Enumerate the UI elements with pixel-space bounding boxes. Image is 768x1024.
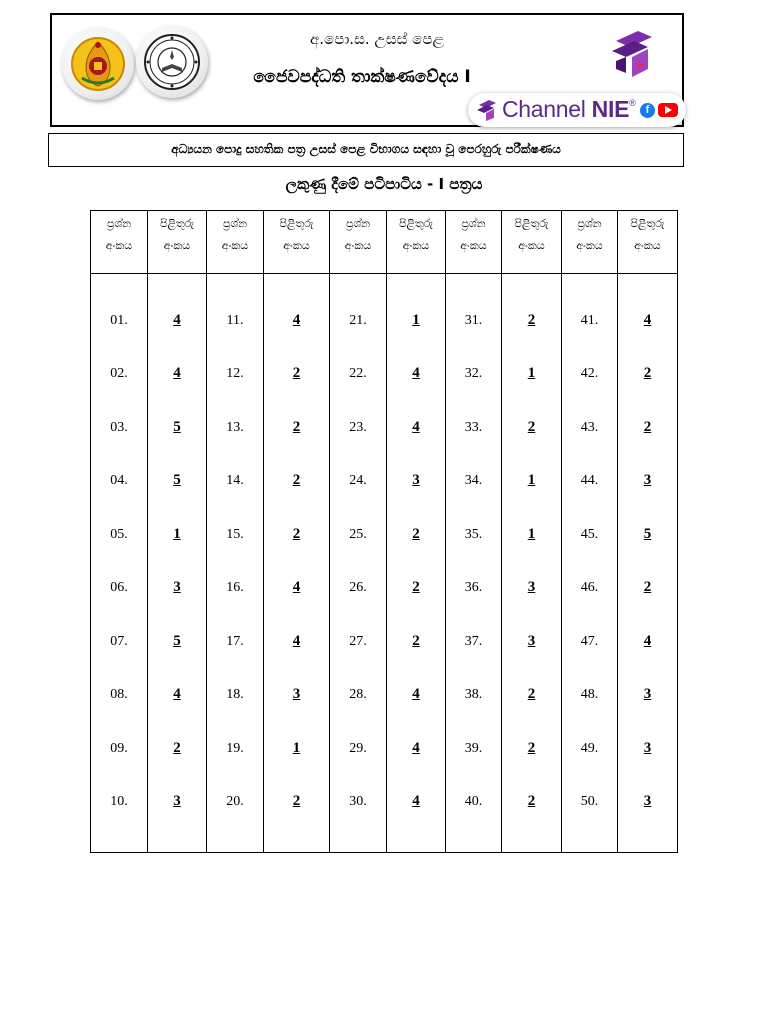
answer-value: 3 [173, 579, 181, 596]
header-answer-number [387, 211, 446, 274]
question-number: 27. [349, 633, 367, 649]
answer-cell [264, 399, 330, 453]
answer-cell [148, 560, 207, 614]
question-number: 12. [226, 366, 244, 382]
answer-value: 1 [173, 525, 181, 542]
channel-nie-mini-icon [476, 98, 500, 122]
question-number-cell [91, 560, 148, 614]
marking-scheme-title: ලකුණු දීමේ පටිපාටිය - I පත්‍රය [285, 175, 483, 193]
answer-value: 3 [173, 793, 181, 810]
question-number: 22. [349, 366, 367, 382]
answer-cell [618, 774, 678, 828]
answer-value: 2 [643, 365, 652, 382]
answer-cell [618, 667, 678, 721]
answer-cell [264, 613, 330, 667]
answer-value: 1 [292, 739, 301, 756]
answer-cell [387, 399, 446, 453]
question-number-cell [330, 346, 387, 400]
table-row [91, 453, 678, 507]
answer-cell [618, 346, 678, 400]
question-number-cell [330, 292, 387, 346]
answer-cell [502, 506, 562, 560]
question-number: 15. [226, 526, 244, 542]
question-number: 38. [464, 687, 483, 703]
answer-cell [148, 346, 207, 400]
answer-value: 1 [412, 311, 420, 328]
header-question-number [91, 211, 148, 274]
question-number: 20. [226, 794, 244, 810]
header-line1: ප්‍රශ්න [106, 217, 132, 230]
answer-value: 4 [173, 311, 181, 328]
question-number: 45. [580, 526, 599, 542]
answer-value: 3 [527, 579, 536, 596]
answer-value: 2 [412, 579, 420, 596]
exam-subtitle: අධ්‍යයන පොදු සහතික පත්‍ර උසස් පෙළ විභාගය සඳහා වූ පෙරහුරු පරීක්ෂණය [48, 133, 684, 167]
question-number-cell [330, 560, 387, 614]
question-number: 48. [580, 687, 599, 703]
question-number-cell [562, 667, 618, 721]
answer-value: 3 [643, 793, 652, 810]
answer-cell [264, 292, 330, 346]
question-number: 28. [349, 687, 367, 703]
question-number-cell [562, 560, 618, 614]
channel-nie-logo-icon [608, 27, 660, 83]
question-number: 46. [580, 580, 599, 596]
question-number-cell [91, 774, 148, 828]
answer-value: 2 [292, 365, 301, 382]
header-line1: පිළිතුරු [514, 217, 549, 230]
question-number: 25. [349, 526, 367, 542]
question-number: 09. [110, 740, 128, 756]
answer-cell [618, 720, 678, 774]
answer-value: 3 [527, 632, 536, 649]
question-number-cell [91, 613, 148, 667]
answer-value: 4 [292, 311, 301, 328]
question-number-cell [562, 613, 618, 667]
answer-value: 4 [412, 365, 420, 382]
header-line2: අංකය [576, 239, 603, 252]
question-number: 50. [580, 794, 599, 810]
question-number: 49. [580, 740, 599, 756]
exam-level-label: අ.පො.ස. උසස් පෙළ [309, 30, 444, 48]
answer-cell [264, 720, 330, 774]
question-number-cell [562, 720, 618, 774]
answer-table [90, 210, 678, 853]
table-row [91, 506, 678, 560]
table-row [91, 613, 678, 667]
answer-cell [387, 667, 446, 721]
answer-cell [148, 774, 207, 828]
question-number: 03. [110, 419, 128, 435]
answer-cell [502, 453, 562, 507]
question-number: 47. [580, 633, 599, 649]
table-spacer-row [91, 274, 678, 293]
question-number: 08. [110, 687, 128, 703]
answer-value: 3 [643, 686, 652, 703]
answer-value: 2 [527, 739, 536, 756]
question-number-cell [446, 613, 502, 667]
header-line1: ප්‍රශ්න [345, 217, 371, 230]
answer-cell [148, 292, 207, 346]
header-line2: අංකය [283, 239, 310, 252]
header-line1: ප්‍රශ්න [577, 217, 602, 230]
question-number-cell [446, 720, 502, 774]
question-number: 31. [464, 312, 483, 328]
answer-value: 4 [643, 311, 652, 328]
answer-cell [148, 667, 207, 721]
answer-value: 4 [292, 579, 301, 596]
header-box [50, 13, 684, 127]
header-answer-number [618, 211, 678, 274]
table-row [91, 667, 678, 721]
question-number-cell [207, 613, 264, 667]
question-number-cell [207, 667, 264, 721]
answer-value: 5 [643, 525, 652, 542]
question-number: 33. [464, 419, 483, 435]
question-number-cell [207, 292, 264, 346]
question-number-cell [562, 292, 618, 346]
sri-lanka-emblem-logo [62, 28, 134, 100]
question-number-cell [91, 453, 148, 507]
answer-value: 4 [292, 632, 301, 649]
question-number: 10. [110, 794, 128, 810]
youtube-icon [658, 103, 678, 117]
question-number-cell [330, 613, 387, 667]
question-number-cell [562, 399, 618, 453]
answer-cell [502, 613, 562, 667]
question-number-cell [562, 453, 618, 507]
question-number: 29. [349, 740, 367, 756]
question-number: 24. [349, 473, 367, 489]
question-number-cell [91, 506, 148, 560]
question-number: 36. [464, 580, 483, 596]
header-question-number [562, 211, 618, 274]
question-number: 39. [464, 740, 483, 756]
answer-value: 2 [292, 793, 301, 810]
question-number: 11. [226, 312, 244, 328]
channel-nie-wordmark [502, 96, 635, 123]
header-line2: අංකය [634, 239, 661, 252]
registered-mark: ® [629, 98, 636, 108]
question-number: 23. [349, 419, 367, 435]
answer-cell [148, 613, 207, 667]
header-line1: පිළිතුරු [279, 217, 314, 230]
subject-title: ජෛවපද්ධති තාක්ෂණවේදය I [253, 67, 471, 87]
answer-cell [502, 720, 562, 774]
header-question-number [207, 211, 264, 274]
header-line2: අංකය [163, 239, 191, 252]
answer-value: 2 [292, 525, 301, 542]
question-number-cell [330, 720, 387, 774]
answer-value: 4 [412, 686, 420, 703]
question-number: 21. [349, 312, 367, 328]
answer-value: 2 [643, 579, 652, 596]
header-line2: අංකය [460, 239, 487, 252]
answer-cell [148, 399, 207, 453]
question-number: 32. [464, 366, 483, 382]
question-number-cell [330, 667, 387, 721]
nie-word: NIE [591, 96, 630, 122]
answer-cell [618, 292, 678, 346]
header-answer-number [148, 211, 207, 274]
answer-cell [387, 453, 446, 507]
answer-cell [264, 453, 330, 507]
answer-cell [387, 506, 446, 560]
answer-value: 5 [173, 472, 181, 489]
header-line1: පිළිතුරු [630, 217, 665, 230]
question-number-cell [446, 506, 502, 560]
question-number-cell [207, 399, 264, 453]
question-number-cell [562, 774, 618, 828]
answer-value: 2 [292, 418, 301, 435]
answer-value: 2 [643, 418, 652, 435]
question-number: 26. [349, 580, 367, 596]
answer-cell [502, 774, 562, 828]
table-row [91, 346, 678, 400]
question-number-cell [91, 346, 148, 400]
question-number-cell [207, 346, 264, 400]
question-number-cell [207, 720, 264, 774]
answer-value: 2 [527, 793, 536, 810]
header-answer-number [502, 211, 562, 274]
answer-value: 2 [412, 632, 420, 649]
answer-cell [264, 560, 330, 614]
answer-cell [618, 453, 678, 507]
header-line2: අංකය [105, 239, 133, 252]
question-number: 19. [226, 740, 244, 756]
question-number: 17. [226, 633, 244, 649]
question-number-cell [562, 346, 618, 400]
answer-value: 4 [412, 418, 420, 435]
answer-cell [148, 453, 207, 507]
question-number: 04. [110, 473, 128, 489]
table-header-row [91, 211, 678, 274]
question-number: 40. [464, 794, 483, 810]
channel-nie-badge [468, 93, 686, 127]
answer-cell [502, 667, 562, 721]
answer-cell [148, 506, 207, 560]
question-number-cell [91, 720, 148, 774]
answer-cell [502, 399, 562, 453]
question-number: 18. [226, 687, 244, 703]
answer-cell [387, 292, 446, 346]
question-number-cell [207, 506, 264, 560]
question-number-cell [207, 774, 264, 828]
answer-value: 5 [173, 632, 181, 649]
answer-value: 2 [292, 472, 301, 489]
header-line1: ප්‍රශ්න [222, 217, 248, 230]
answer-value: 4 [643, 632, 652, 649]
question-number-cell [446, 560, 502, 614]
answer-cell [618, 399, 678, 453]
header-answer-number [264, 211, 330, 274]
answer-value: 3 [412, 472, 420, 489]
question-number-cell [330, 399, 387, 453]
question-number-cell [446, 346, 502, 400]
answer-cell [264, 506, 330, 560]
table-row [91, 399, 678, 453]
answer-value: 5 [173, 418, 181, 435]
question-number-cell [446, 292, 502, 346]
answer-cell [387, 560, 446, 614]
answer-cell [502, 346, 562, 400]
question-number: 37. [464, 633, 483, 649]
answer-cell [264, 774, 330, 828]
question-number-cell [446, 667, 502, 721]
answer-cell [148, 720, 207, 774]
header-line2: අංකය [402, 239, 430, 252]
question-number-cell [91, 667, 148, 721]
header-question-number [330, 211, 387, 274]
table-row [91, 720, 678, 774]
answer-value: 1 [527, 472, 536, 489]
answer-cell [502, 560, 562, 614]
table-row [91, 292, 678, 346]
question-number: 01. [110, 312, 128, 328]
question-number: 35. [464, 526, 483, 542]
question-number-cell [330, 774, 387, 828]
question-number-cell [91, 292, 148, 346]
question-number: 34. [464, 473, 483, 489]
answer-value: 2 [173, 739, 181, 756]
question-number: 41. [580, 312, 599, 328]
question-number-cell [207, 560, 264, 614]
question-number-cell [446, 399, 502, 453]
answer-value: 3 [643, 472, 652, 489]
answer-cell [618, 560, 678, 614]
table-tail-row [91, 827, 678, 853]
answer-cell [387, 613, 446, 667]
answer-value: 2 [527, 686, 536, 703]
header-line1: ප්‍රශ්න [461, 217, 486, 230]
question-number-cell [330, 453, 387, 507]
question-number-cell [91, 399, 148, 453]
question-number: 02. [110, 366, 128, 382]
channel-word: Channel [502, 96, 592, 122]
answer-cell [618, 613, 678, 667]
answer-value: 4 [173, 686, 181, 703]
answer-value: 2 [527, 418, 536, 435]
nie-emblem-logo [136, 26, 208, 98]
answer-cell [502, 292, 562, 346]
answer-value: 3 [292, 686, 301, 703]
question-number: 30. [349, 794, 367, 810]
question-number-cell [562, 506, 618, 560]
header-question-number [446, 211, 502, 274]
answer-value: 4 [173, 365, 181, 382]
question-number: 13. [226, 419, 244, 435]
table-row [91, 560, 678, 614]
answer-value: 3 [643, 739, 652, 756]
answer-cell [264, 667, 330, 721]
question-number: 14. [226, 473, 244, 489]
header-line2: අංකය [518, 239, 545, 252]
answer-value: 1 [527, 365, 536, 382]
table-row [91, 774, 678, 828]
question-number: 43. [580, 419, 599, 435]
header-line1: පිළිතුරු [160, 217, 194, 230]
answer-value: 1 [527, 525, 536, 542]
answer-value: 2 [527, 311, 536, 328]
question-number-cell [446, 453, 502, 507]
header-line2: අංකය [221, 239, 249, 252]
question-number: 07. [110, 633, 128, 649]
answer-value: 4 [412, 793, 420, 810]
answer-cell [387, 720, 446, 774]
answer-cell [387, 346, 446, 400]
answer-value: 4 [412, 739, 420, 756]
facebook-icon: f [640, 103, 655, 118]
question-number-cell [330, 506, 387, 560]
answer-cell [618, 506, 678, 560]
header-line1: පිළිතුරු [399, 217, 433, 230]
question-number-cell [446, 774, 502, 828]
answer-cell [264, 346, 330, 400]
answer-cell [387, 774, 446, 828]
question-number: 16. [226, 580, 244, 596]
question-number: 06. [110, 580, 128, 596]
question-number: 42. [580, 366, 599, 382]
question-number: 05. [110, 526, 128, 542]
question-number-cell [207, 453, 264, 507]
question-number: 44. [580, 473, 599, 489]
answer-value: 2 [412, 525, 420, 542]
header-line2: අංකය [344, 239, 372, 252]
